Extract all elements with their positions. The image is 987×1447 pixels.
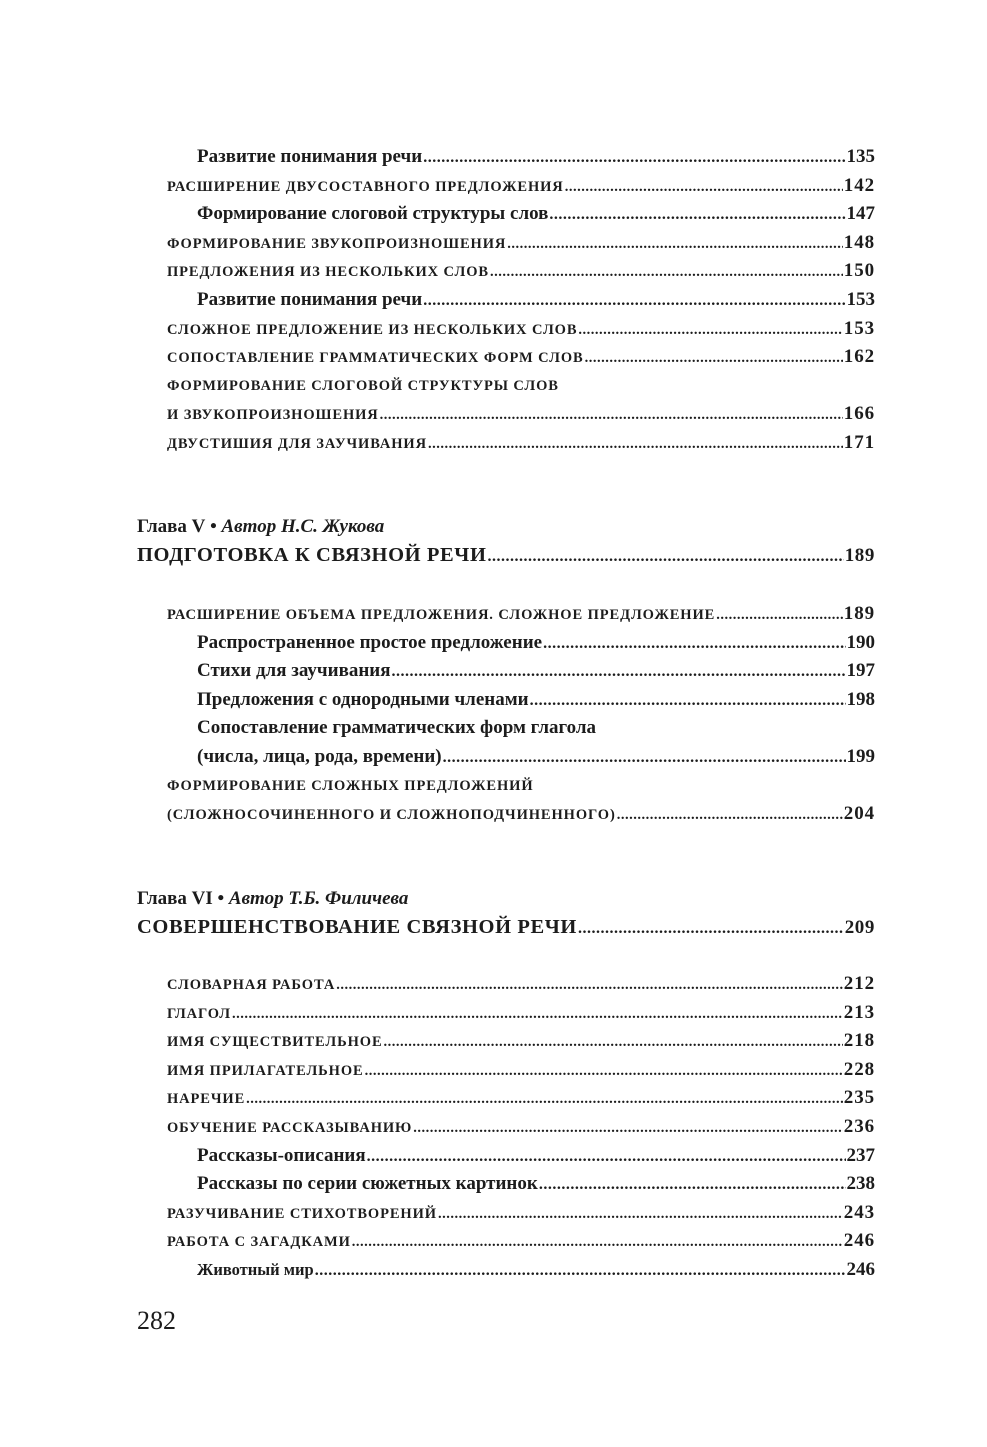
chapter-title-entry — [137, 540, 875, 570]
toc-entry — [137, 400, 875, 429]
toc-entry-page: 246 — [843, 1230, 875, 1252]
dot-leader — [352, 1228, 843, 1256]
toc-entry — [137, 686, 875, 715]
toc-entry — [137, 1142, 875, 1171]
toc-entry-page: 162 — [843, 346, 875, 368]
chapter-label-line — [137, 885, 875, 912]
toc-entry-page: 204 — [843, 803, 875, 825]
dot-leader — [336, 971, 843, 999]
dot-leader — [578, 316, 842, 344]
toc-entry — [137, 143, 875, 172]
toc-entry-page: 150 — [843, 260, 875, 282]
toc-entry-title: ОБУЧЕНИЕ РАССКАЗЫВАНИЮ — [167, 1119, 413, 1136]
chapter-title: СОВЕРШЕНСТВОВАНИЕ СВЯЗНОЙ РЕЧИ — [137, 916, 577, 938]
toc-entry — [137, 229, 875, 258]
toc-entry-title: Развитие понимания речи — [197, 146, 423, 167]
toc-entry-page: 238 — [846, 1173, 875, 1195]
toc-entry-page: 147 — [846, 203, 875, 225]
toc-entry — [137, 1027, 875, 1056]
toc-entry — [137, 600, 875, 629]
toc-entry-title: РАБОТА С ЗАГАДКАМИ — [167, 1234, 351, 1251]
toc-entry-title: И ЗВУКОПРОИЗНОШЕНИЯ — [167, 407, 379, 424]
page-number: 282 — [137, 1306, 176, 1335]
toc-entry-title: Формирование слоговой структуры слов — [197, 203, 549, 225]
toc-entry-page: 148 — [843, 231, 875, 253]
toc-entry-title: ДВУСТИШИЯ ДЛЯ ЗАУЧИВАНИЯ — [167, 435, 427, 452]
dot-leader — [585, 344, 843, 372]
toc-entry-title: Животный мир — [197, 1259, 314, 1279]
toc-entry-title: НАРЕЧИЕ — [167, 1091, 246, 1108]
dot-leader — [413, 1114, 843, 1142]
toc-entry-page: 171 — [843, 431, 875, 453]
chapter-5-entries — [137, 600, 875, 829]
dot-leader — [438, 1200, 843, 1228]
toc-entry-title: РАЗУЧИВАНИЕ СТИХОТВОРЕНИЙ — [167, 1205, 437, 1222]
dot-leader — [365, 1057, 843, 1085]
toc-entry-title: Развитие понимания речи — [197, 288, 423, 310]
toc-entry-page: 246 — [846, 1258, 875, 1280]
dot-leader — [617, 801, 843, 829]
chapter-page: 209 — [844, 917, 875, 938]
dot-leader — [549, 201, 845, 229]
toc-entry — [137, 657, 875, 686]
toc-entry — [137, 1199, 875, 1228]
toc-entry-first-line: ФОРМИРОВАНИЕ СЛОГОВОЙ СТРУКТУРЫ СЛОВ — [167, 377, 559, 394]
toc-entry-page: 142 — [843, 174, 875, 196]
dot-leader — [246, 1085, 843, 1113]
dot-leader — [543, 630, 845, 658]
toc-entry — [137, 315, 875, 344]
toc-entry — [137, 1084, 875, 1113]
chapter-label: Глава VI — [137, 888, 213, 909]
chapter-title-entry — [137, 912, 875, 942]
toc-entry — [137, 429, 875, 458]
toc-entry-page: 243 — [843, 1201, 875, 1223]
dot-leader — [380, 401, 843, 429]
chapter-5-heading — [137, 513, 875, 570]
toc-entry-title: Рассказы по серии сюжетных картинок — [197, 1173, 538, 1195]
toc-entry — [137, 1227, 875, 1256]
toc-entry-title: Рассказы-описания — [197, 1144, 366, 1166]
toc-entry-page: 237 — [846, 1144, 875, 1166]
toc-entry-title: Распространенное простое предложение — [197, 631, 543, 653]
toc-entry — [137, 1113, 875, 1142]
toc-entry-page: 189 — [843, 603, 875, 624]
toc-entry-page: 218 — [843, 1030, 875, 1052]
toc-entry-page: 198 — [846, 688, 875, 710]
toc-entry — [137, 286, 875, 315]
dot-leader — [367, 1143, 846, 1171]
toc-entry-page: 213 — [843, 1001, 875, 1023]
toc-top-section — [137, 143, 875, 458]
dot-leader — [716, 601, 843, 629]
dot-leader — [539, 1171, 846, 1199]
chapter-title: ПОДГОТОВКА К СВЯЗНОЙ РЕЧИ — [137, 544, 487, 566]
chapter-6-heading — [137, 885, 875, 942]
dot-leader — [423, 287, 845, 315]
toc-entry-title: СЛОЖНОЕ ПРЕДЛОЖЕНИЕ ИЗ НЕСКОЛЬКИХ СЛОВ — [167, 321, 578, 338]
toc-entry-title: (числа, лица, рода, времени) — [197, 745, 442, 767]
dot-leader — [392, 658, 846, 686]
toc-entry-first-line: Сопоставление грамматических форм глагола — [197, 717, 597, 739]
toc-entry-page: 212 — [843, 973, 875, 994]
toc-entry — [137, 172, 875, 201]
chapter-label-line — [137, 513, 875, 540]
toc-entry-page: 153 — [843, 317, 875, 339]
toc-entry-title: РАСШИРЕНИЕ ДВУСОСТАВНОГО ПРЕДЛОЖЕНИЯ — [167, 178, 564, 195]
toc-entry — [137, 200, 875, 229]
toc-entry-title: Предложения с однородными членами — [197, 688, 529, 710]
chapter-6-entries — [137, 970, 875, 1285]
dot-leader — [443, 744, 846, 772]
dot-leader — [490, 258, 843, 286]
toc-entry-title: Стихи для заучивания — [197, 660, 391, 682]
toc-entry-page: 236 — [843, 1115, 875, 1137]
toc-entry-page: 228 — [843, 1058, 875, 1080]
toc-entry — [137, 743, 875, 772]
toc-entry-title: РАСШИРЕНИЕ ОБЪЕМА ПРЕДЛОЖЕНИЯ. СЛОЖНОЕ ПРЕДЛОЖЕНИЕ — [167, 607, 716, 623]
toc-entry — [137, 629, 875, 658]
toc-entry-page: 190 — [846, 631, 875, 653]
toc-entry-title: ФОРМИРОВАНИЕ ЗВУКОПРОИЗНОШЕНИЯ — [167, 235, 507, 252]
bullet: • — [210, 516, 217, 537]
toc-entry-title: ИМЯ ПРИЛАГАТЕЛЬНОЕ — [167, 1062, 364, 1079]
toc-entry-title: ПРЕДЛОЖЕНИЯ ИЗ НЕСКОЛЬКИХ СЛОВ — [167, 264, 489, 281]
toc-entry-title: ГЛАГОЛ — [167, 1005, 231, 1022]
bullet: • — [217, 888, 225, 909]
dot-leader — [315, 1257, 846, 1285]
toc-entry-title: СЛОВАРНАЯ РАБОТА — [167, 977, 336, 993]
chapter-page: 189 — [844, 545, 875, 566]
toc-entry — [137, 1056, 875, 1085]
toc-entry-first-line: ФОРМИРОВАНИЕ СЛОЖНЫХ ПРЕДЛОЖЕНИЙ — [167, 777, 534, 794]
dot-leader — [232, 1000, 843, 1028]
dot-leader — [423, 144, 845, 172]
toc-entry-title: (СЛОЖНОСОЧИНЕННОГО И СЛОЖНОПОДЧИНЕННОГО) — [167, 807, 616, 824]
toc-entry-page: 197 — [846, 660, 875, 682]
chapter-author: Автор Т.Б. Филичева — [228, 888, 409, 909]
toc-entry-page: 199 — [846, 745, 875, 767]
toc-entry-page: 166 — [843, 403, 875, 425]
toc-entry — [137, 970, 875, 999]
toc-entry-page: 153 — [846, 288, 875, 310]
toc-entry — [137, 343, 875, 372]
toc-entry — [137, 999, 875, 1028]
dot-leader — [488, 542, 844, 570]
toc-entry — [137, 800, 875, 829]
dot-leader — [384, 1028, 843, 1056]
dot-leader — [530, 687, 846, 715]
dot-leader — [565, 173, 843, 201]
dot-leader — [428, 430, 843, 458]
toc-entry-title: СОПОСТАВЛЕНИЕ ГРАММАТИЧЕСКИХ ФОРМ СЛОВ — [167, 350, 584, 367]
dot-leader — [507, 230, 843, 258]
toc-entry — [137, 1256, 875, 1285]
toc-entry-page: 235 — [843, 1087, 875, 1109]
toc-entry-title: ИМЯ СУЩЕСТВИТЕЛЬНОЕ — [167, 1034, 383, 1051]
chapter-author: Автор Н.С. Жукова — [221, 516, 385, 537]
toc-entry-page: 135 — [846, 146, 875, 167]
dot-leader — [578, 914, 844, 942]
toc-entry — [137, 257, 875, 286]
toc-entry — [137, 1170, 875, 1199]
chapter-label: Глава V — [137, 516, 206, 537]
